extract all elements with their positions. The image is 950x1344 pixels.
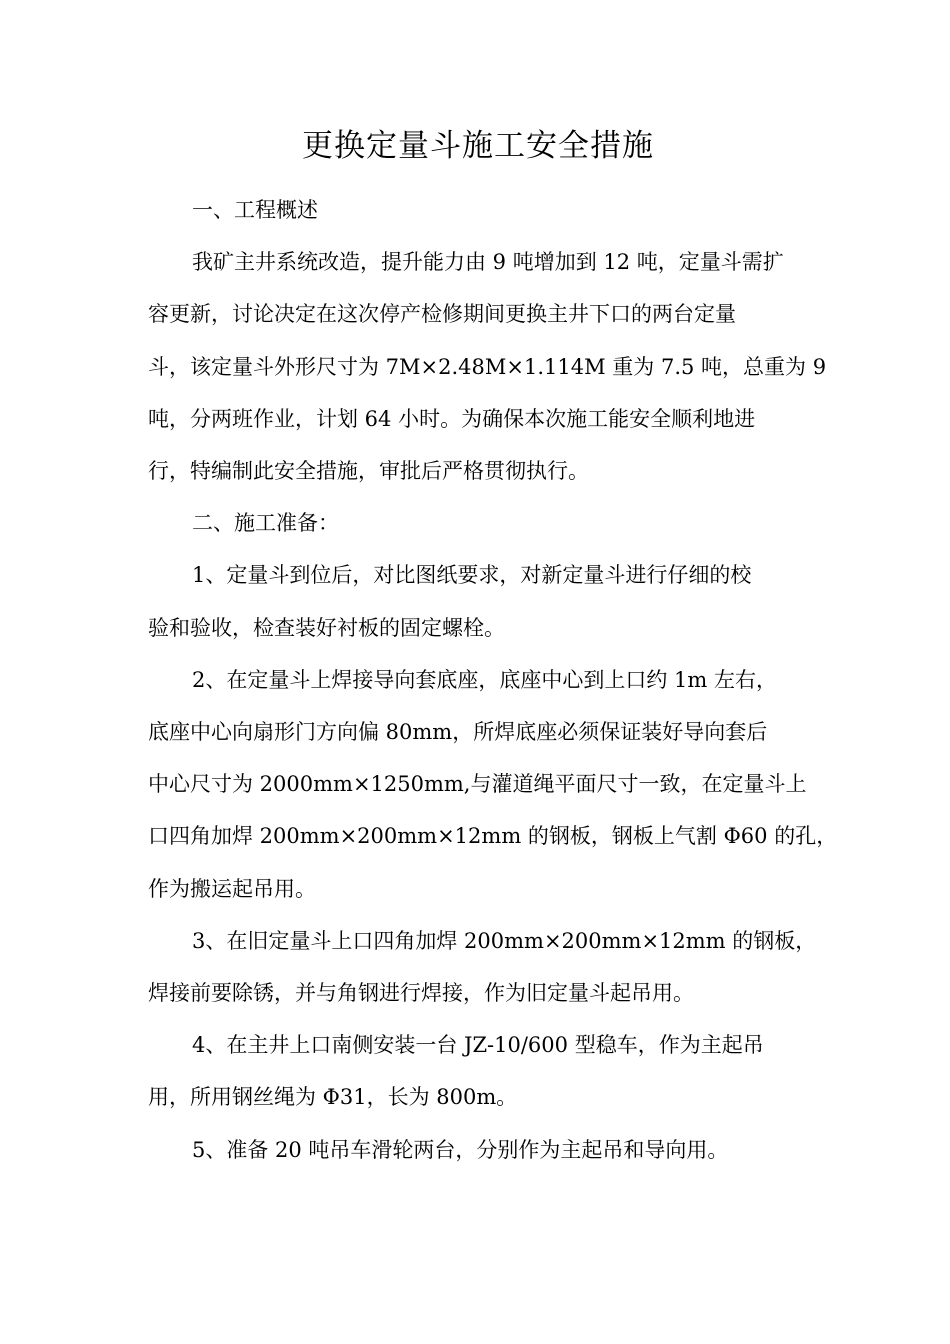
- paragraph: [148, 184, 808, 236]
- text-line: 斗，该定量斗外形尺寸为 7M×2.48M×1.114M 重为 7.5 吨，总重为 9: [148, 354, 827, 379]
- paragraph-item-3: [148, 915, 817, 1019]
- document-page: [148, 118, 838, 1176]
- text-line: 我矿主井系统改造，提升能力由 9 吨增加到 12 吨，定量斗需扩: [192, 250, 784, 275]
- text-line: 底座中心向扇形门方向偏 80mm，所焊底座必须保证装好导向套后: [148, 720, 768, 745]
- paragraph-item-4: [148, 1019, 808, 1123]
- text-line: 二、施工准备：: [192, 511, 339, 536]
- text-line: 行，特编制此安全措施，审批后严格贯彻执行。: [148, 459, 589, 484]
- text-line: 验和验收，检查装好衬板的固定螺栓。: [148, 615, 505, 640]
- text-line: 用，所用钢丝绳为 Φ31，长为 800m。: [148, 1085, 518, 1110]
- paragraph-item-5: [148, 1124, 808, 1176]
- text-line: 一、工程概述: [192, 198, 318, 222]
- paragraph-item-2: [148, 654, 838, 915]
- text-line: 吨，分两班作业，计划 64 小时。为确保本次施工能安全顺利地进: [148, 406, 756, 431]
- text-line: 1、定量斗到位后，对比图纸要求，对新定量斗进行仔细的校: [192, 563, 752, 588]
- text-line: 口四角加焊 200mm×200mm×12mm 的钢板，钢板上气割 Φ60 的孔，: [148, 824, 838, 849]
- section-heading-overview: [148, 184, 808, 236]
- text-line: 5、准备 20 吨吊车滑轮两台，分别作为主起吊和导向用。: [192, 1137, 729, 1162]
- text-line: 中心尺寸为 2000mm×1250mm,与灌道绳平面尺寸一致，在定量斗上: [148, 772, 807, 797]
- text-line: 作为搬运起吊用。: [148, 876, 316, 901]
- text-line: 容更新，讨论决定在这次停产检修期间更换主井下口的两台定量: [148, 302, 736, 327]
- text-line: 3、在旧定量斗上口四角加焊 200mm×200mm×12mm 的钢板，: [192, 928, 817, 953]
- text-line: 4、在主井上口南侧安装一台 JZ-10/600 型稳车，作为主起吊: [192, 1033, 764, 1058]
- document-title: 更换定量斗施工安全措施: [302, 128, 654, 164]
- paragraph-overview-body: [148, 236, 827, 497]
- text-line: 2、在定量斗上焊接导向套底座，底座中心到上口约 1m 左右，: [192, 667, 777, 692]
- paragraph-item-1: [148, 549, 808, 653]
- text-line: 焊接前要除锈，并与角钢进行焊接，作为旧定量斗起吊用。: [148, 981, 694, 1006]
- section-heading-preparation: [148, 497, 808, 549]
